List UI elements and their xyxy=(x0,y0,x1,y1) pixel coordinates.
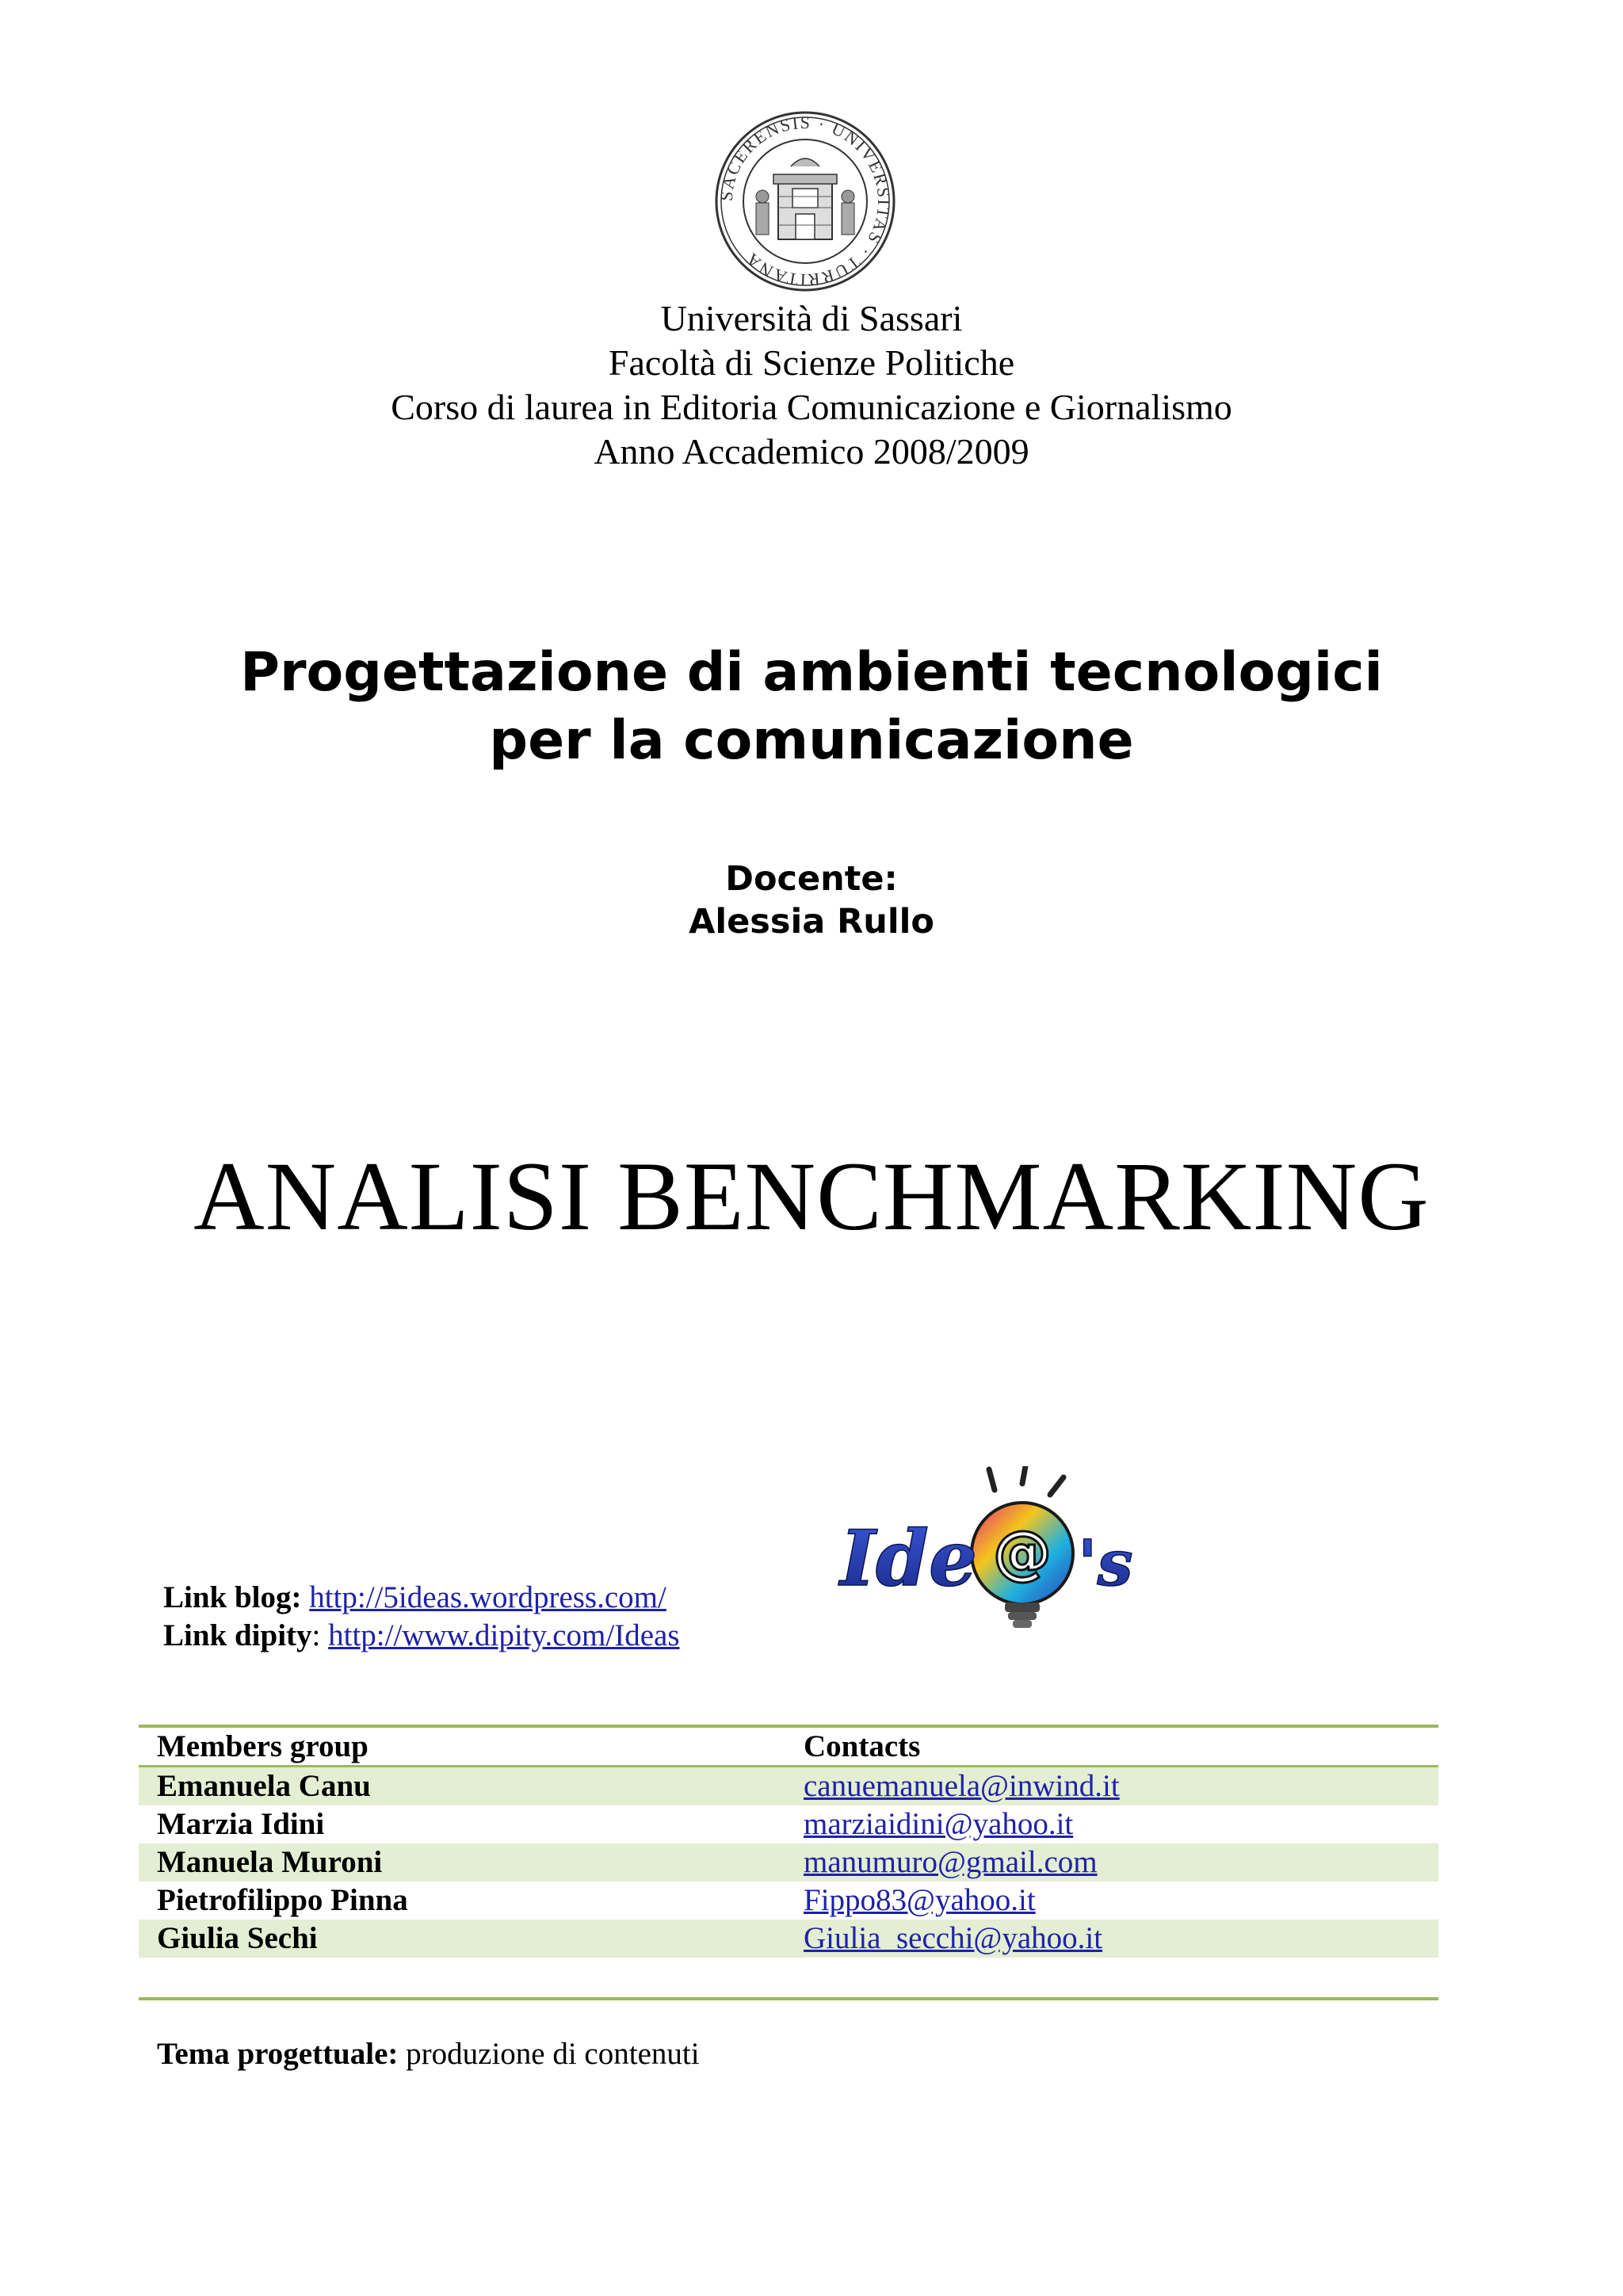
project-theme-label: Tema progettuale: xyxy=(157,2037,399,2071)
member-email-link[interactable]: marziaidini@yahoo.it xyxy=(804,1807,1074,1841)
faculty-name: Facoltà di Scienze Politiche xyxy=(608,342,1015,383)
dipity-link-row xyxy=(163,1617,680,1655)
table-bottom-rule xyxy=(139,1997,1438,2000)
member-name: Emanuela Canu xyxy=(157,1769,371,1803)
course-title-line1: Progettazione di ambienti tecnologici xyxy=(240,641,1383,704)
svg-text:'s: 's xyxy=(1078,1526,1133,1600)
teacher-label: Docente: xyxy=(725,859,898,899)
header-members: Members group xyxy=(157,1729,369,1763)
degree-course: Corso di laurea in Editoria Comunicazione e Giornalismo xyxy=(391,387,1232,427)
academic-year: Anno Accademico 2008/2009 xyxy=(594,431,1029,472)
table-header-row xyxy=(139,1728,1438,1765)
table-row xyxy=(139,1805,1438,1843)
svg-text:@: @ xyxy=(993,1519,1052,1587)
teacher-name: Alessia Rullo xyxy=(689,902,934,942)
project-theme-value: produzione di contenuti xyxy=(398,2037,700,2071)
table-row xyxy=(139,1767,1438,1805)
table-row xyxy=(139,1881,1438,1920)
svg-text:SACERENSIS · UNIVERSITAS · TUR: SACERENSIS · UNIVERSITAS · TURRITANA xyxy=(716,112,895,291)
member-name: Marzia Idini xyxy=(157,1807,325,1841)
svg-text:Ide: Ide xyxy=(840,1514,978,1603)
dipity-link[interactable]: http://www.dipity.com/Ideas xyxy=(328,1618,680,1652)
lightbulb-logo-icon xyxy=(832,1466,1228,1641)
blog-link-label: Link blog: xyxy=(163,1580,302,1614)
member-name: Pietrofilippo Pinna xyxy=(157,1883,408,1917)
dipity-separator: : xyxy=(311,1618,329,1652)
university-name: Università di Sassari xyxy=(660,298,963,338)
blog-link-row xyxy=(163,1579,666,1617)
member-name: Giulia Sechi xyxy=(157,1921,318,1955)
university-seal-icon xyxy=(713,109,897,293)
header-contacts: Contacts xyxy=(804,1729,921,1763)
member-email-link[interactable]: canuemanuela@inwind.it xyxy=(804,1769,1120,1803)
dipity-link-label: Link dipity xyxy=(163,1618,312,1652)
blog-link[interactable]: http://5ideas.wordpress.com/ xyxy=(309,1580,666,1614)
member-email-link[interactable]: manumuro@gmail.com xyxy=(804,1845,1098,1879)
member-email-link[interactable]: Fippo83@yahoo.it xyxy=(804,1883,1036,1917)
table-row xyxy=(139,1843,1438,1881)
document-title: ANALISI BENCHMARKING xyxy=(193,1142,1430,1251)
member-email-link[interactable]: Giulia_secchi@yahoo.it xyxy=(804,1921,1103,1955)
project-theme xyxy=(157,2035,700,2073)
course-title-line2: per la comunicazione xyxy=(489,709,1134,772)
member-name: Manuela Muroni xyxy=(157,1845,383,1879)
table-row xyxy=(139,1920,1438,1958)
